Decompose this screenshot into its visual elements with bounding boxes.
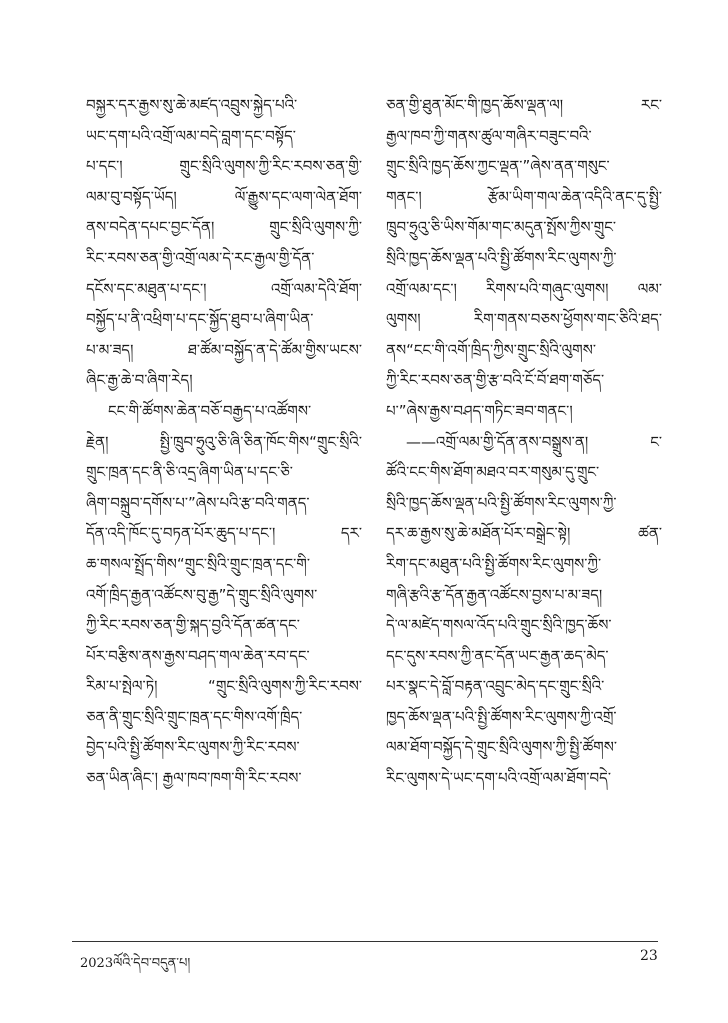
text-line: ཡང་དག་པའི་འགྲོ་ལམ་བདེ་བླག་དང་བསྟོད་: [86, 126, 296, 145]
text-line: དོན་འདི་ཁོང་དུ་བཏན་པོར་ཆུད་པ་དང་། དར་: [86, 524, 362, 543]
text-line: དར་ཆ་རྒྱས་སུ་ཆེ་མཐོན་པོར་བསྒྲེང་སྟེ། ཚན་: [386, 524, 662, 543]
text-line: འགྲོ་ལམ་དང་། རིགས་པའི་གཞུང་ལུགས། ལམ་: [386, 279, 662, 298]
text-line: ཁྲུབ་ཧྲུའུ་ཅི་ཡིས་གོམ་གང་མདུན་སྤོས་ཀྱིས་གྲུང་: [386, 218, 617, 237]
text-line: གྲུང་ཁྲན་དང་ནི་ཅི་འདྲ་ཞིག་ཡིན་པ་དང་ཅི་: [86, 463, 293, 482]
text-line: བསྐྱར་དར་རྒྱས་སུ་ཆེ་མཛད་འབྲུས་སྐྱེད་པའི་: [86, 96, 298, 114]
text-line: ནས“ངང་གི་འགོ་ཁྲིད་ཀྱིས་གྲུང་སྲིའི་ལུགས་: [386, 340, 597, 359]
text-line: ནས་བདེན་དཔང་བྱང་དོན། གྲུང་སྲིའི་ལུགས་ཀྱི་: [86, 218, 362, 237]
text-line: ཞིང་རྒྱ་ཆེ་བ་ཞིག་རེད།: [86, 371, 193, 390]
text-line: སྲིའི་ཁྱད་ཆོས་ལྡན་པའི་སྤྱི་ཚོགས་རིང་ལུགས་ཀྱི་: [386, 248, 617, 267]
right-text-column: [386, 90, 662, 794]
text-line: གཞི་རྩའི་རྩ་དོན་རྒྱན་འཚོངས་བྱས་པ་མ་ཟད།: [386, 585, 603, 604]
text-line: དེ་ལ་མཛེད་གསལ་འོད་པའི་གྲུང་སྲིའི་ཁྱད་ཆོས་: [386, 616, 612, 635]
text-line: ལུགས། རིག་གནས་བཅས་ཕྱོགས་གང་ཅིའི་ཐད་: [386, 310, 662, 329]
text-line: གྲུང་སྲིའི་ཁྱད་ཆོས་ཀྱང་ལྡན་”ཞེས་ནན་གསུང་: [386, 157, 610, 176]
text-line: ——འགྲོ་ལམ་གྱི་དོན་ནས་བསྒྲུས་ན། ང་: [406, 432, 662, 451]
text-line: ཀྱི་རིང་རབས་ཅན་གྱི་རྩ་བའི་ངོ་བོ་ཐག་གཅོད་: [386, 371, 605, 390]
text-line: རྗེན། སྤྱི་ཁྲུབ་ཧྲུའུ་ཅི་ཞི་ཅིན་ཁོང་གིས“གྲུང་སྲིའི་: [86, 432, 362, 451]
text-line: རིམ་པ་སྤེལ་ཏེ། “གྲུང་སྲིའི་ལུགས་ཀྱི་རིང་རབས་: [86, 677, 362, 696]
text-line: རིང་ལུགས་དེ་ཡང་དག་པའི་འགྲོ་ལམ་ཐོག་བདེ་: [386, 769, 612, 788]
text-line: རིག་དང་མཐུན་པའི་སྤྱི་ཚོགས་རིང་ལུགས་ཀྱི་: [386, 554, 602, 573]
text-line: པ་”ཞེས་རྒྱས་བཤད་གཏིང་ཟབ་གནང་།: [386, 401, 573, 420]
footer-issue-label: 2023ལོའི་དེབ་བདུན་པ།: [80, 956, 191, 971]
text-line: ཁྱད་ཆོས་ལྡན་པའི་སྤྱི་ཚོགས་རིང་ལུགས་ཀྱི་འགྲོ་: [386, 707, 617, 726]
footer-divider: [72, 941, 658, 942]
text-line: རྒྱལ་ཁབ་ཀྱི་གནས་ཚུལ་གཞིར་བཟུང་བའི་: [386, 126, 592, 145]
text-line: བྱེད་པའི་སྤྱི་ཚོགས་རིང་ལུགས་ཀྱི་རིང་རབས་: [86, 738, 300, 757]
text-line: ལམ་བུ་བསྟོད་ཡོད། ལོ་རྒྱུས་དང་ལག་ལེན་ཐོག་: [86, 187, 362, 206]
text-line: ངང་གི་ཚོགས་ཆེན་བཅོ་བརྒྱད་པ་འཚོགས་: [108, 401, 312, 420]
text-line: པ་མ་ཟད། ཐ་ཚོམ་བསྐྱོད་ན་དེ་ཚོམ་གྱིས་ཡངས་: [86, 340, 362, 359]
text-line: ཅན་ཡིན་ཞིང་། རྒྱལ་ཁབ་ཁག་གི་རིང་རབས་: [86, 769, 302, 788]
page-number: 23: [640, 948, 658, 964]
text-line: པོར་བརྩིས་ནས་རྒྱས་བཤད་གལ་ཆེན་རབ་དང་: [86, 646, 310, 665]
text-line: སྲིའི་ཁྱད་ཆོས་ལྡན་པའི་སྤྱི་ཚོགས་རིང་ལུགས་ཀྱི་: [386, 493, 617, 512]
text-line: ཚོའི་ངང་གིས་ཐོག་མཐའ་བར་གསུམ་དུ་གྲུང་: [386, 463, 600, 482]
text-line: འགོ་ཁྲིད་རྒྱན་འཚོངས་བུ་རྒྱ”དེ་གྲུང་སྲིའི་ལུགས་: [86, 585, 318, 604]
text-line: དངོས་དང་མཐུན་པ་དང་། འགྲོ་ལམ་དེའི་ཐོག་: [86, 279, 362, 298]
text-line: པར་སྣང་དེ་བློ་བརྟན་འབྲུང་མེད་དང་གྲུང་སྲིའི་: [386, 677, 605, 696]
left-text-column: [86, 90, 362, 794]
text-line: ཅན་ནི་གྲུང་སྲིའི་གྲུང་ཁྲན་དང་གིས་འགོ་ཁྲིད་: [86, 707, 303, 726]
text-line: ཅན་གྱི་ཐུན་མོང་གི་ཁྱད་ཆོས་ལྡན་ལ། རང་: [386, 96, 662, 114]
text-line: ཞིག་བསྐྲུབ་དགོས་པ་”ཞེས་པའི་རྩ་བའི་གནད་: [86, 493, 310, 512]
text-line: དང་དུས་རབས་ཀྱི་ནང་དོན་ཡང་རྒྱན་ཆད་མེད་: [386, 646, 609, 665]
text-line: པ་དང་། གྲུང་སྲིའི་ལུགས་ཀྱི་རིང་རབས་ཅན་གྱི་: [86, 157, 362, 176]
text-line: ལམ་ཐོག་བསྐྱོད་དེ་གྲུང་སྲིའི་ལུགས་ཀྱི་སྤྱི་ཚོགས་: [386, 738, 618, 757]
text-line: ཀྱི་རིང་རབས་ཅན་གྱི་སྐད་བྱའི་དོན་ཚན་དང་: [86, 616, 300, 635]
text-line: ཆ་གསལ་སྤྲོད་གིས“གྲུང་སྲིའི་གྲུང་ཁྲན་དང་གི་: [86, 554, 310, 573]
text-line: བསྐྱོད་པ་ནི་འཕྲིག་པ་དང་སྐྱོད་ཐུབ་པ་ཞིག་ཡིན་: [86, 310, 314, 329]
text-line: གནང་། རྩོམ་ཡིག་གལ་ཆེན་འདིའི་ནང་དུ་སྤྱི་: [386, 187, 662, 206]
text-line: རིང་རབས་ཅན་གྱི་འགྲོ་ལམ་དེ་རང་རྒྱལ་གྱི་དོན་: [86, 248, 315, 267]
